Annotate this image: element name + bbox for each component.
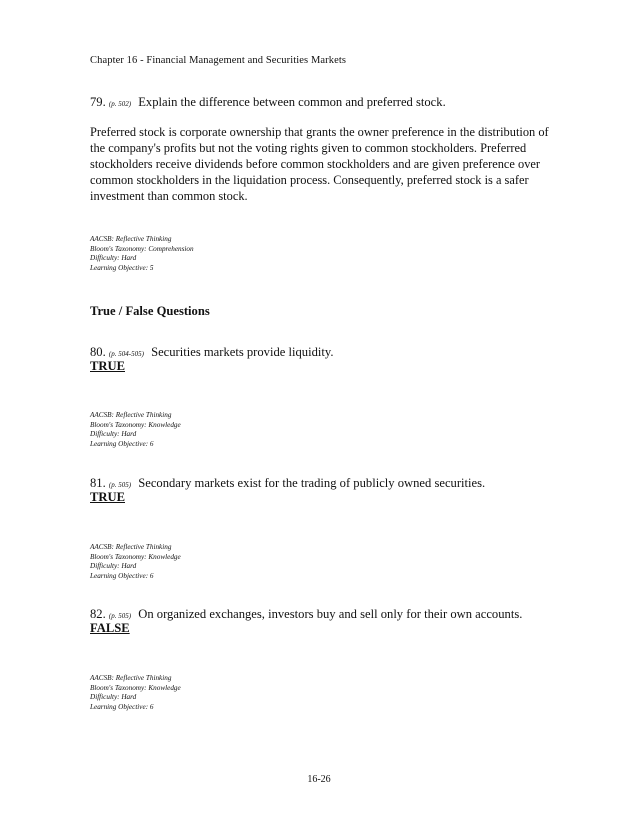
answer-line: investment than common stock.	[90, 189, 248, 203]
question-text: On organized exchanges, investors buy and sell only for their own accounts.	[138, 607, 523, 621]
blooms-taxonomy-tag: Bloom's Taxonomy: Knowledge	[90, 552, 181, 561]
page-reference: (p. 505)	[108, 612, 132, 620]
page-reference: (p. 502)	[108, 100, 132, 108]
page-reference: (p. 504-505)	[108, 350, 144, 358]
learning-objective-tag: Learning Objective: 6	[90, 571, 154, 580]
question-82-metadata	[90, 674, 181, 712]
page-reference: (p. 505)	[108, 481, 132, 489]
answer-80: TRUE	[90, 359, 125, 373]
answer-81: TRUE	[90, 490, 125, 504]
question-text: Secondary markets exist for the trading of publicly owned securities.	[138, 476, 486, 490]
aacsb-tag: AACSB: Reflective Thinking	[90, 411, 172, 419]
answer-79	[90, 124, 560, 204]
answer-82: FALSE	[90, 621, 130, 635]
aacsb-tag: AACSB: Reflective Thinking	[90, 235, 172, 243]
question-79	[90, 95, 446, 110]
question-number: 81.	[90, 476, 106, 490]
question-number: 82.	[90, 607, 106, 621]
difficulty-tag: Difficulty: Hard	[90, 254, 137, 263]
blooms-taxonomy-tag: Bloom's Taxonomy: Comprehension	[90, 244, 194, 253]
learning-objective-tag: Learning Objective: 5	[90, 263, 154, 272]
question-number: 79.	[90, 95, 106, 109]
difficulty-tag: Difficulty: Hard	[90, 693, 137, 702]
answer-line: common stockholders in the liquidation process. Consequently, preferred stock is a safer	[90, 173, 529, 187]
question-79-metadata	[90, 235, 194, 273]
difficulty-tag: Difficulty: Hard	[90, 430, 137, 439]
question-number: 80.	[90, 345, 106, 359]
aacsb-tag: AACSB: Reflective Thinking	[90, 674, 172, 682]
answer-line: Preferred stock is corporate ownership that grants the owner preference in the distribution of	[90, 125, 549, 139]
page-number: 16-26	[307, 774, 331, 785]
learning-objective-tag: Learning Objective: 6	[90, 439, 154, 448]
difficulty-tag: Difficulty: Hard	[90, 562, 137, 571]
answer-line: the company's profits but not the voting rights given to common stockholders. Preferred	[90, 141, 527, 155]
learning-objective-tag: Learning Objective: 6	[90, 702, 154, 711]
aacsb-tag: AACSB: Reflective Thinking	[90, 543, 172, 551]
blooms-taxonomy-tag: Bloom's Taxonomy: Knowledge	[90, 683, 181, 692]
question-text: Securities markets provide liquidity.	[151, 345, 334, 359]
question-82	[90, 607, 522, 622]
answer-line: stockholders receive dividends before common stockholders and are given preference over	[90, 157, 541, 171]
section-heading: True / False Questions	[90, 304, 210, 318]
question-81	[90, 476, 485, 491]
page-header: Chapter 16 - Financial Management and Securities Markets	[90, 55, 347, 66]
blooms-taxonomy-tag: Bloom's Taxonomy: Knowledge	[90, 420, 181, 429]
question-text: Explain the difference between common and preferred stock.	[138, 95, 446, 109]
question-80	[90, 345, 334, 360]
question-80-metadata	[90, 411, 181, 449]
question-81-metadata	[90, 543, 181, 581]
